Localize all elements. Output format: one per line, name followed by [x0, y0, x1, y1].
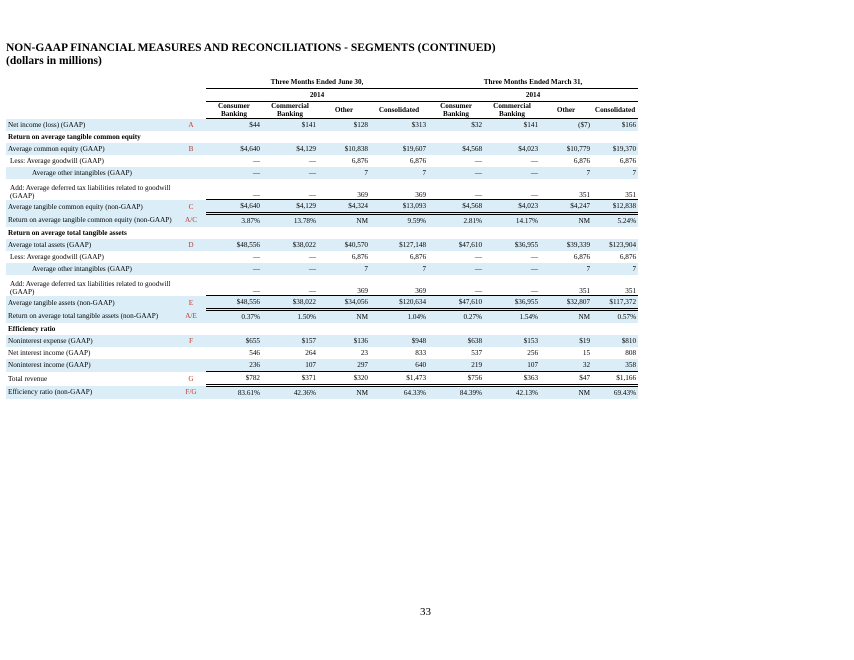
column-header-line-2: Banking	[499, 110, 526, 118]
table-cell: $10,779	[540, 143, 592, 155]
table-cell: $1,166	[592, 372, 638, 386]
table-cell: —	[206, 263, 262, 275]
column-header	[592, 102, 638, 119]
table-cell: —	[308, 191, 316, 199]
table-cell: $120,634	[370, 296, 428, 310]
table-cell: $38,022	[262, 296, 318, 310]
table-row	[6, 200, 638, 214]
title-line-2: (dollars in millions)	[6, 55, 102, 67]
table-cell: 42.13%	[484, 386, 540, 400]
table-row	[6, 143, 638, 155]
year-header-march: 2014	[428, 89, 638, 102]
table-cell: 7	[370, 167, 428, 179]
table-row	[6, 386, 638, 400]
table-cell: $166	[592, 119, 638, 132]
table-cell: 69.43%	[592, 386, 638, 400]
table-cell: $136	[318, 335, 370, 347]
table-cell: 7	[318, 263, 370, 275]
table-cell: $4,640	[206, 143, 262, 155]
table-cell: 1.54%	[484, 310, 540, 324]
table-cell: 107	[262, 359, 318, 372]
table-cell: 23	[360, 349, 368, 357]
row-label: Add: Average deferred tax liabilities related to goodwill (GAAP)	[10, 279, 171, 296]
table-cell: —	[530, 191, 539, 199]
row-label: Noninterest income (GAAP)	[6, 359, 176, 372]
table-row	[6, 263, 638, 275]
column-header	[262, 102, 318, 119]
table-row	[6, 335, 638, 347]
table-cell: $48,556	[206, 239, 262, 251]
table-cell	[540, 323, 592, 335]
row-label: Total revenue	[8, 374, 48, 383]
table-cell: —	[252, 191, 260, 199]
table-cell: $4,324	[318, 200, 370, 214]
page-title	[6, 42, 496, 68]
table-cell: —	[530, 253, 539, 261]
table-cell	[484, 131, 540, 143]
table-cell: $363	[484, 372, 540, 386]
row-label: Return on average total tangible assets (non-GAAP)	[6, 310, 176, 324]
table-cell: 369	[415, 191, 427, 199]
row-label: Average other intangibles (GAAP)	[6, 263, 176, 275]
table-cell: $34,056	[318, 296, 370, 310]
table-cell: 7	[318, 167, 370, 179]
table-cell: $123,904	[592, 239, 638, 251]
table-row	[6, 227, 638, 239]
table-cell: 0.57%	[592, 310, 638, 324]
table-cell: 84.39%	[428, 386, 484, 400]
table-cell	[592, 227, 638, 239]
table-cell: 7	[540, 263, 592, 275]
table-cell: $127,148	[370, 239, 428, 251]
column-header	[428, 102, 484, 119]
table-cell: 1.50%	[262, 310, 318, 324]
table-cell: $655	[206, 335, 262, 347]
table-cell: 537	[471, 349, 483, 357]
table-row	[6, 214, 638, 228]
table-cell: —	[484, 263, 540, 275]
table-cell	[484, 227, 540, 239]
table-cell: 0.27%	[428, 310, 484, 324]
table-cell: $1,473	[370, 372, 428, 386]
row-label: Add: Average deferred tax liabilities related to goodwill (GAAP)	[10, 183, 171, 200]
row-reference	[176, 347, 206, 359]
table-cell: 9.59%	[370, 214, 428, 228]
table-cell: 7	[592, 263, 638, 275]
column-header-line-2: Consolidated	[594, 106, 636, 114]
table-cell: $47,610	[428, 239, 484, 251]
row-reference: A	[176, 119, 206, 132]
table-cell	[592, 323, 638, 335]
table-cell: 64.33%	[370, 386, 428, 400]
table-cell: $19,607	[370, 143, 428, 155]
table-cell: —	[252, 253, 260, 261]
table-cell: $320	[318, 372, 370, 386]
row-label: Average tangible common equity (non-GAAP)	[6, 200, 176, 214]
table-cell	[428, 131, 484, 143]
table-cell: 808	[625, 349, 637, 357]
table-cell: $638	[428, 335, 484, 347]
table-cell: 369	[357, 287, 368, 295]
row-label: Average total assets (GAAP)	[6, 239, 176, 251]
row-label: Net income (loss) (GAAP)	[6, 119, 176, 132]
table-cell: 369	[357, 191, 368, 199]
table-cell: 6,876	[573, 253, 591, 261]
table-row	[6, 155, 638, 167]
table-cell: 351	[625, 287, 637, 295]
table-cell: 15	[582, 349, 591, 357]
table-cell: $13,093	[370, 200, 428, 214]
table-cell: 351	[579, 287, 591, 295]
column-header-line-1: Commercial	[493, 102, 531, 110]
table-cell: 546	[249, 349, 260, 357]
table-row	[6, 359, 638, 372]
table-cell	[540, 131, 592, 143]
column-header	[206, 102, 262, 119]
table-cell	[318, 227, 370, 239]
table-cell: $313	[370, 119, 428, 132]
table-cell	[262, 131, 318, 143]
column-header-line-2: Banking	[277, 110, 303, 118]
column-header-line-1: Commercial	[271, 102, 309, 110]
table-row	[6, 131, 638, 143]
table-cell: NM	[540, 310, 592, 324]
table-cell: $4,640	[206, 200, 262, 214]
table-cell	[206, 227, 262, 239]
table-cell: 1.04%	[370, 310, 428, 324]
column-header-line-2: Other	[556, 106, 576, 114]
table-cell: 14.17%	[484, 214, 540, 228]
table-row	[6, 296, 638, 310]
table-cell: NM	[540, 386, 592, 400]
table-cell	[262, 323, 318, 335]
row-reference: D	[176, 239, 206, 251]
table-cell: —	[308, 287, 316, 295]
column-header-line-2: Banking	[221, 110, 247, 118]
table-cell: 833	[415, 349, 427, 357]
table-cell: 3.87%	[206, 214, 262, 228]
row-reference: A/C	[176, 214, 206, 228]
column-header-line-2: Banking	[443, 110, 470, 118]
row-label: Noninterest expense (GAAP)	[6, 335, 176, 347]
table-cell	[262, 227, 318, 239]
table-cell: 6,876	[573, 157, 591, 165]
table-cell	[592, 131, 638, 143]
row-reference: F/G	[176, 386, 206, 400]
table-cell	[206, 323, 262, 335]
column-header	[540, 102, 592, 119]
table-cell: —	[484, 167, 540, 179]
row-label: Return on average total tangible assets	[8, 229, 127, 237]
page-number: 33	[420, 606, 431, 618]
table-cell: $157	[262, 335, 318, 347]
table-cell	[428, 227, 484, 239]
row-label: Average other intangibles (GAAP)	[6, 167, 176, 179]
row-label: Average tangible assets (non-GAAP)	[6, 296, 176, 310]
table-cell: 351	[625, 191, 637, 199]
row-reference: A/E	[176, 310, 206, 324]
table-row	[6, 239, 638, 251]
table-cell	[370, 227, 428, 239]
column-header-line-1: Consumer	[440, 102, 473, 110]
table-cell: 7	[592, 167, 638, 179]
row-reference	[176, 155, 206, 167]
table-cell: $4,247	[540, 200, 592, 214]
table-cell: 2.81%	[428, 214, 484, 228]
table-cell: $810	[592, 335, 638, 347]
table-cell: $371	[262, 372, 318, 386]
row-label: Net interest income (GAAP)	[8, 349, 91, 357]
table-cell: 6,876	[409, 253, 427, 261]
table-cell: $36,955	[484, 239, 540, 251]
table-cell: —	[474, 287, 483, 295]
row-label: Return on average tangible common equity	[8, 133, 141, 141]
period-header-june: Three Months Ended June 30,	[206, 76, 428, 89]
table-cell: $36,955	[484, 296, 540, 310]
table-cell	[370, 131, 428, 143]
period-header-march: Three Months Ended March 31,	[428, 76, 638, 89]
table-cell: 297	[318, 359, 370, 372]
table-cell: 264	[305, 349, 316, 357]
table-cell: $44	[206, 119, 262, 132]
table-cell: $39,339	[540, 239, 592, 251]
table-cell: $10,838	[318, 143, 370, 155]
table-cell: 236	[206, 359, 262, 372]
column-header	[484, 102, 540, 119]
table-row	[6, 179, 638, 200]
row-label: Return on average tangible common equity (non-GAAP)	[6, 214, 176, 228]
row-reference	[176, 359, 206, 372]
table-cell: $40,570	[318, 239, 370, 251]
table-cell: $141	[484, 119, 540, 132]
table-cell: 13.78%	[262, 214, 318, 228]
table-cell: NM	[318, 310, 370, 324]
table-cell: —	[530, 287, 539, 295]
row-reference: B	[176, 143, 206, 155]
table-cell: —	[252, 157, 260, 165]
table-row	[6, 251, 638, 263]
table-row	[6, 323, 638, 335]
table-cell: —	[308, 157, 316, 165]
table-cell	[484, 323, 540, 335]
table-cell: 369	[415, 287, 427, 295]
table-cell	[206, 131, 262, 143]
table-cell: —	[252, 287, 260, 295]
table-cell: $782	[206, 372, 262, 386]
table-cell	[370, 323, 428, 335]
table-cell: 351	[579, 191, 591, 199]
table-cell: NM	[540, 214, 592, 228]
table-cell: —	[474, 157, 483, 165]
row-label: Efficiency ratio	[8, 325, 56, 333]
table-cell: $4,568	[428, 143, 484, 155]
table-row	[6, 372, 638, 386]
table-cell: $19	[540, 335, 592, 347]
year-header-june: 2014	[206, 89, 428, 102]
table-cell: 6,876	[351, 157, 368, 165]
table-cell: —	[428, 167, 484, 179]
table-cell: 32	[540, 359, 592, 372]
table-cell: 5.24%	[592, 214, 638, 228]
table-cell: —	[206, 167, 262, 179]
table-row	[6, 119, 638, 132]
column-header	[370, 102, 428, 119]
table-cell: 0.37%	[206, 310, 262, 324]
table-cell: $47,610	[428, 296, 484, 310]
column-header	[318, 102, 370, 119]
row-label: Less: Average goodwill (GAAP)	[10, 253, 104, 261]
row-reference	[176, 263, 206, 275]
table-row	[6, 167, 638, 179]
table-cell: $48,556	[206, 296, 262, 310]
table-cell: $4,129	[262, 143, 318, 155]
table-cell: $948	[370, 335, 428, 347]
table-cell: —	[474, 191, 483, 199]
table-cell: $4,129	[262, 200, 318, 214]
table-cell: 7	[370, 263, 428, 275]
table-cell: 219	[428, 359, 484, 372]
table-cell: 6,876	[619, 253, 637, 261]
table-row	[6, 310, 638, 324]
table-cell	[318, 323, 370, 335]
table-cell: —	[262, 167, 318, 179]
table-cell: $4,023	[484, 200, 540, 214]
table-cell: $153	[484, 335, 540, 347]
table-cell: $32,807	[540, 296, 592, 310]
table-cell: $4,568	[428, 200, 484, 214]
table-cell: $756	[428, 372, 484, 386]
row-label: Average common equity (GAAP)	[6, 143, 176, 155]
table-row	[6, 275, 638, 296]
table-cell: —	[262, 263, 318, 275]
table-cell: $47	[540, 372, 592, 386]
table-cell: $141	[262, 119, 318, 132]
table-cell: $19,370	[592, 143, 638, 155]
column-header-line-2: Other	[334, 106, 354, 114]
table-cell: NM	[318, 386, 370, 400]
table-cell: $4,023	[484, 143, 540, 155]
table-cell: 358	[592, 359, 638, 372]
table-cell: —	[474, 253, 483, 261]
table-cell: $12,838	[592, 200, 638, 214]
row-reference	[176, 167, 206, 179]
table-cell: 640	[370, 359, 428, 372]
table-cell: 6,876	[351, 253, 368, 261]
column-header-line-1: Consumer	[218, 102, 250, 110]
table-cell: 6,876	[409, 157, 427, 165]
table-cell: 83.61%	[206, 386, 262, 400]
table-cell	[428, 323, 484, 335]
table-cell: 42.36%	[262, 386, 318, 400]
table-cell	[540, 227, 592, 239]
table-cell: $38,022	[262, 239, 318, 251]
table-cell: 107	[484, 359, 540, 372]
table-cell: —	[428, 263, 484, 275]
row-label: Less: Average goodwill (GAAP)	[10, 157, 104, 165]
row-reference	[176, 275, 206, 296]
title-line-1: NON-GAAP FINANCIAL MEASURES AND RECONCILIATIONS - SEGMENTS (CONTINUED)	[6, 42, 496, 54]
row-reference	[176, 179, 206, 200]
table-cell	[318, 131, 370, 143]
row-reference: G	[188, 374, 194, 383]
row-reference: C	[176, 200, 206, 214]
table-cell: ($7)	[540, 119, 592, 132]
column-header-line-2: Consolidated	[378, 106, 420, 114]
table-cell: —	[530, 157, 539, 165]
table-cell: $32	[428, 119, 484, 132]
table-cell: $128	[318, 119, 370, 132]
table-cell: —	[308, 253, 316, 261]
row-reference: E	[176, 296, 206, 310]
table-cell: $117,372	[592, 296, 638, 310]
table-row	[6, 347, 638, 359]
row-reference	[176, 251, 206, 263]
reconciliation-table	[6, 76, 638, 399]
table-cell: 256	[527, 349, 539, 357]
row-label: Efficiency ratio (non-GAAP)	[6, 386, 176, 400]
row-reference: F	[176, 335, 206, 347]
table-cell: 6,876	[619, 157, 637, 165]
table-cell: NM	[318, 214, 370, 228]
table-cell: 7	[540, 167, 592, 179]
